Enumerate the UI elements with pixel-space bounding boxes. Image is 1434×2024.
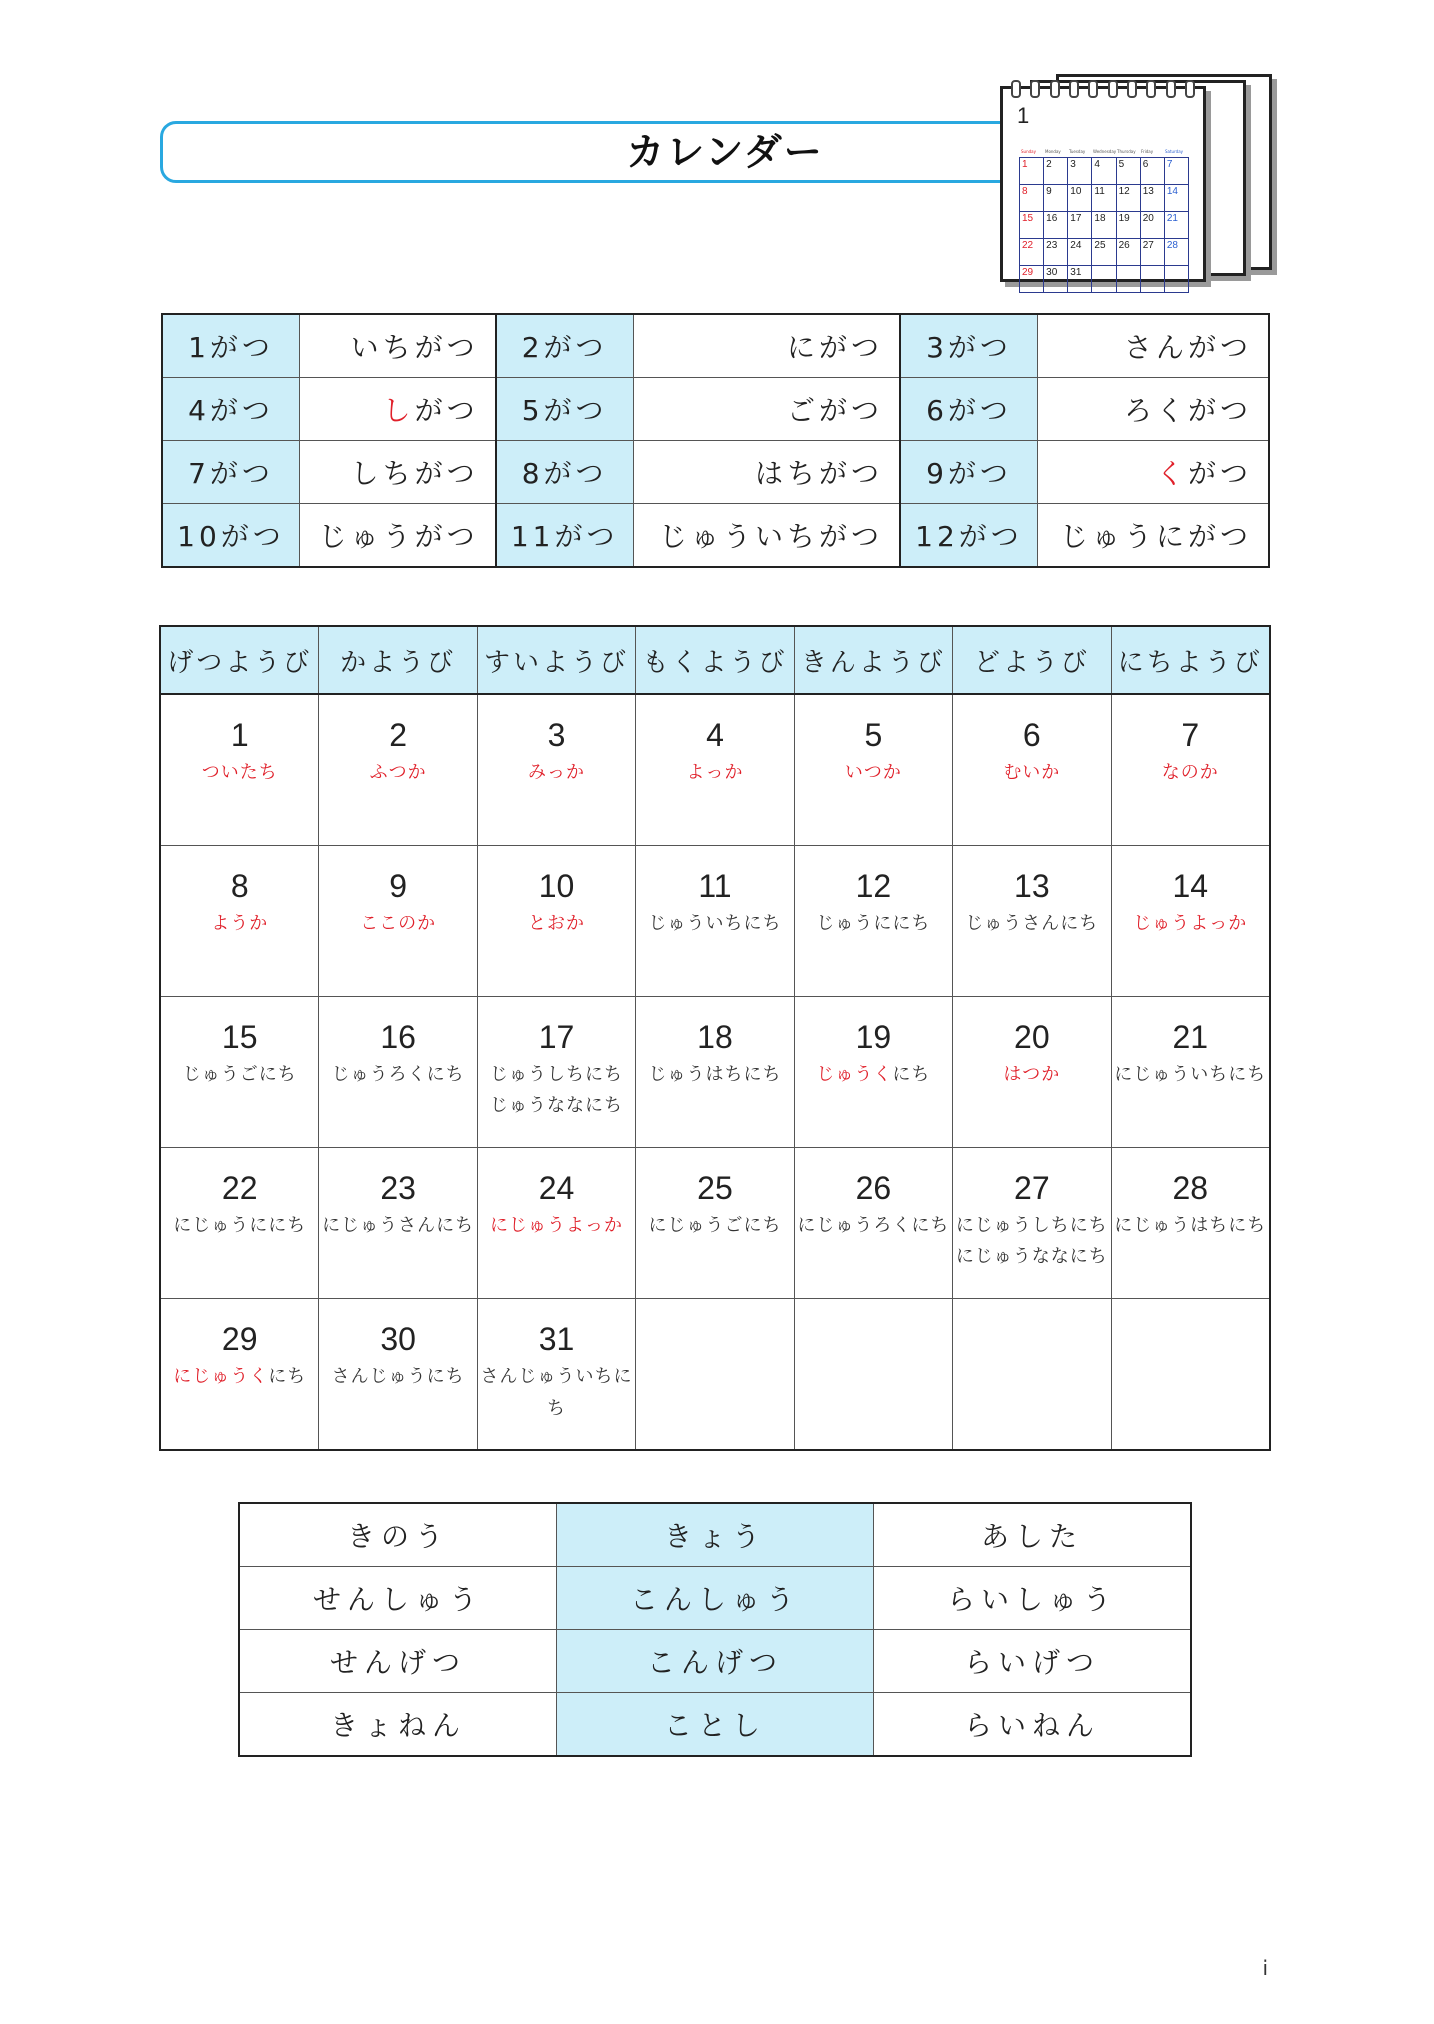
- day-cell: [636, 694, 794, 846]
- month-numeral: 7がつ: [162, 441, 300, 504]
- ring-icon: [1146, 80, 1156, 98]
- month-numeral: 8がつ: [496, 441, 634, 504]
- day-number: 20: [1014, 1019, 1050, 1055]
- illustration-day: 18: [1092, 212, 1116, 239]
- day-reading: [478, 1059, 635, 1091]
- day-reading-regular: にじゅうろくにち: [797, 1215, 950, 1236]
- day-row: [160, 1299, 1270, 1451]
- day-reading: [319, 1210, 476, 1242]
- ring-icon: [1166, 80, 1176, 98]
- month-numeral: 2がつ: [496, 314, 634, 378]
- illustration-day: 29: [1020, 266, 1044, 293]
- day-cell: [319, 694, 477, 846]
- illustration-day: 2: [1044, 158, 1068, 185]
- day-reading: [319, 908, 476, 940]
- day-number: 16: [380, 1019, 416, 1055]
- illustration-weekday: Wednesday: [1093, 149, 1117, 154]
- illustration-weekday: Thursday: [1117, 149, 1136, 154]
- day-cell: [1111, 1299, 1270, 1451]
- day-cell: [160, 997, 319, 1148]
- illustration-day: 4: [1092, 158, 1116, 185]
- day-cell: [953, 1299, 1111, 1451]
- day-number: 13: [1014, 868, 1050, 904]
- month-numeral: 12がつ: [900, 504, 1038, 568]
- relative-next: らいしゅう: [874, 1567, 1192, 1630]
- months-row: [162, 441, 1269, 504]
- day-cell: [794, 694, 952, 846]
- illustration-day: 17: [1068, 212, 1092, 239]
- month-reading-text: さんがつ: [1123, 331, 1252, 364]
- day-reading: [795, 1210, 952, 1242]
- day-cell: [319, 1299, 477, 1451]
- calendar-front-page: [1000, 86, 1206, 282]
- illustration-day: 6: [1140, 158, 1164, 185]
- day-reading-irregular: とおか: [528, 913, 586, 934]
- relative-next: あした: [874, 1503, 1192, 1567]
- day-reading: [636, 1210, 793, 1242]
- day-cell: [1111, 846, 1270, 997]
- day-reading-regular: じゅうしちにち: [490, 1064, 624, 1085]
- day-reading-irregular: むいか: [1003, 762, 1061, 783]
- day-number: 31: [538, 1321, 575, 1357]
- illustration-day: [1092, 266, 1116, 293]
- day-number: 2: [389, 717, 408, 753]
- illustration-day: 11: [1092, 185, 1116, 212]
- day-reading-irregular: じゅうく: [816, 1064, 893, 1085]
- day-reading: [161, 1361, 318, 1393]
- day-reading-alt: じゅうななにち: [490, 1095, 624, 1116]
- illustration-day: [1116, 266, 1140, 293]
- month-numeral: 10がつ: [162, 504, 300, 568]
- day-cell: [794, 997, 952, 1148]
- day-number: 21: [1172, 1019, 1209, 1055]
- month-numeral: 4がつ: [162, 378, 300, 441]
- page-number: i: [1262, 1956, 1268, 1980]
- month-reading-text: いちがつ: [350, 331, 479, 364]
- illustration-weekday: Tuesday: [1069, 149, 1086, 154]
- days-table: [159, 625, 1271, 1451]
- day-reading-regular: にじゅうはちにち: [1114, 1215, 1267, 1236]
- weekday-header: きんようび: [794, 626, 952, 694]
- day-number: 22: [221, 1170, 258, 1206]
- relative-past: きのう: [239, 1503, 557, 1567]
- illustration-day: 10: [1068, 185, 1092, 212]
- illustration-day: 15: [1020, 212, 1044, 239]
- illustration-day: 5: [1116, 158, 1140, 185]
- relative-row: [239, 1567, 1191, 1630]
- day-reading-irregular: にじゅうく: [173, 1366, 269, 1387]
- month-reading-highlight: く: [1155, 457, 1188, 490]
- day-number: 3: [547, 717, 566, 753]
- illustration-day: 7: [1164, 158, 1188, 185]
- day-reading-irregular: よっか: [686, 762, 744, 783]
- page-title: カレンダー: [626, 130, 824, 174]
- day-number: 30: [380, 1321, 416, 1357]
- day-row: [160, 846, 1270, 997]
- day-reading: [636, 757, 793, 789]
- month-reading-text: しちがつ: [350, 457, 479, 490]
- day-cell: [794, 846, 952, 997]
- day-number: 7: [1181, 717, 1200, 753]
- relative-current: きょう: [557, 1503, 874, 1567]
- day-reading-regular: にち: [268, 1366, 307, 1387]
- day-cell: [953, 997, 1111, 1148]
- illustration-day: 8: [1020, 185, 1044, 212]
- day-cell: [319, 846, 477, 997]
- month-numeral: 9がつ: [900, 441, 1038, 504]
- day-cell: [477, 1299, 635, 1451]
- day-cell: [477, 997, 635, 1148]
- months-row: [162, 378, 1269, 441]
- month-reading-text: にがつ: [786, 331, 883, 364]
- relative-next: らいねん: [874, 1693, 1192, 1757]
- day-cell: [953, 1148, 1111, 1299]
- day-reading: [319, 757, 476, 789]
- day-reading-irregular: ふつか: [369, 762, 427, 783]
- day-row: [160, 694, 1270, 846]
- illustration-weekday: Monday: [1045, 149, 1061, 154]
- months-table: [161, 313, 1270, 568]
- day-cell: [477, 694, 635, 846]
- day-reading: [953, 757, 1110, 789]
- relative-past: きょねん: [239, 1693, 557, 1757]
- day-reading: [161, 757, 318, 789]
- day-row: [160, 997, 1270, 1148]
- day-reading: [1112, 908, 1269, 940]
- day-number: 6: [1022, 717, 1041, 753]
- day-reading-irregular: にじゅうよっか: [490, 1215, 624, 1236]
- month-reading-text: じゅうがつ: [318, 520, 479, 553]
- ring-icon: [1088, 80, 1098, 98]
- day-reading-regular: じゅうはちにち: [648, 1064, 782, 1085]
- day-cell: [1111, 1148, 1270, 1299]
- month-reading-text: じゅういちがつ: [658, 520, 883, 553]
- day-reading: [478, 1210, 635, 1242]
- month-reading-text: がつ: [414, 394, 479, 427]
- illustration-day: 13: [1140, 185, 1164, 212]
- month-reading-text: ごがつ: [786, 394, 883, 427]
- illustration-week: [1020, 158, 1189, 185]
- month-reading-text: ろくがつ: [1123, 394, 1252, 427]
- day-reading: [636, 1059, 793, 1091]
- illustration-week: [1020, 266, 1189, 293]
- illustration-weekdays: [1021, 149, 1189, 154]
- day-cell: [1111, 694, 1270, 846]
- illustration-day: 30: [1044, 266, 1068, 293]
- day-reading-regular: じゅうごにち: [182, 1064, 297, 1085]
- calendar-illustration: [1000, 64, 1290, 286]
- day-cell: [160, 1148, 319, 1299]
- day-number: 23: [380, 1170, 416, 1206]
- weekday-header: どようび: [953, 626, 1111, 694]
- day-number: 4: [706, 717, 724, 753]
- month-reading: [633, 314, 900, 378]
- illustration-grid: [1019, 157, 1189, 293]
- ring-icon: [1069, 80, 1079, 98]
- day-reading-regular: にじゅうににち: [173, 1215, 307, 1236]
- day-number: 11: [698, 868, 732, 904]
- day-cell: [319, 997, 477, 1148]
- illustration-day: 12: [1116, 185, 1140, 212]
- month-reading-text: がつ: [1187, 457, 1252, 490]
- illustration-day: 21: [1164, 212, 1188, 239]
- day-cell: [636, 846, 794, 997]
- illustration-week: [1020, 239, 1189, 266]
- day-cell: [636, 997, 794, 1148]
- month-reading-text: じゅうにがつ: [1059, 520, 1252, 553]
- relative-current: こんげつ: [557, 1630, 874, 1693]
- relative-past: せんしゅう: [239, 1567, 557, 1630]
- day-number: 15: [221, 1019, 258, 1055]
- illustration-day: 31: [1068, 266, 1092, 293]
- illustration-day: [1140, 266, 1164, 293]
- day-number: 19: [855, 1019, 892, 1055]
- day-reading-alt: にじゅうななにち: [955, 1246, 1108, 1267]
- month-reading-text: はちがつ: [754, 457, 883, 490]
- month-reading: [633, 441, 900, 504]
- illustration-day: 9: [1044, 185, 1068, 212]
- day-reading: [1112, 1059, 1269, 1091]
- illustration-day: 25: [1092, 239, 1116, 266]
- day-number: 1: [230, 717, 249, 753]
- month-numeral: 6がつ: [900, 378, 1038, 441]
- day-reading: [319, 1361, 476, 1393]
- weekday-header-row: [160, 626, 1270, 694]
- day-cell: [160, 846, 319, 997]
- day-cell: [1111, 997, 1270, 1148]
- illustration-day: 16: [1044, 212, 1068, 239]
- illustration-day: 26: [1116, 239, 1140, 266]
- day-reading-regular: にじゅういちにち: [1114, 1064, 1267, 1085]
- day-reading: [636, 908, 793, 940]
- month-reading-highlight: し: [382, 394, 415, 427]
- months-row: [162, 504, 1269, 568]
- weekday-header: にちようび: [1111, 626, 1270, 694]
- month-reading: [300, 378, 496, 441]
- illustration-weekday: Saturday: [1165, 149, 1184, 154]
- relative-row: [239, 1630, 1191, 1693]
- ring-icon: [1108, 80, 1118, 98]
- month-reading: [633, 378, 900, 441]
- day-cell: [636, 1148, 794, 1299]
- day-reading: [1112, 1210, 1269, 1242]
- day-reading-irregular: ようか: [211, 913, 269, 934]
- day-cell: [319, 1148, 477, 1299]
- day-reading-regular: じゅういちにち: [648, 913, 782, 934]
- illustration-day: 24: [1068, 239, 1092, 266]
- day-reading-regular: じゅうさんにち: [965, 913, 1099, 934]
- day-reading-irregular: みっか: [528, 762, 586, 783]
- day-cell: [953, 694, 1111, 846]
- day-reading-irregular: ついたち: [201, 762, 278, 783]
- day-reading-regular: にじゅうさんにち: [322, 1215, 475, 1236]
- illustration-day: 20: [1140, 212, 1164, 239]
- illustration-day: 14: [1164, 185, 1188, 212]
- day-reading: [953, 908, 1110, 940]
- months-row: [162, 314, 1269, 378]
- illustration-week: [1020, 212, 1189, 239]
- day-reading: [953, 1059, 1110, 1091]
- day-reading-regular: にじゅうごにち: [648, 1215, 782, 1236]
- day-reading: [478, 1361, 635, 1425]
- day-reading-irregular: はつか: [1003, 1064, 1061, 1085]
- relative-current: こんしゅう: [557, 1567, 874, 1630]
- day-reading-regular: じゅうろくにち: [331, 1064, 465, 1085]
- ring-icon: [1030, 80, 1040, 98]
- illustration-day: 1: [1020, 158, 1044, 185]
- day-number: 28: [1172, 1170, 1209, 1206]
- relative-past: せんげつ: [239, 1630, 557, 1693]
- day-number: 10: [538, 868, 575, 904]
- weekday-header: すいようび: [477, 626, 635, 694]
- day-reading: [161, 1059, 318, 1091]
- day-cell: [636, 1299, 794, 1451]
- relative-current: ことし: [557, 1693, 874, 1757]
- month-reading: [1037, 441, 1269, 504]
- month-numeral: 3がつ: [900, 314, 1038, 378]
- illustration-weekday: Friday: [1141, 149, 1154, 154]
- day-reading-regular: さんじゅういちにち: [480, 1366, 633, 1419]
- day-number: 27: [1014, 1170, 1050, 1206]
- ring-icon: [1050, 80, 1060, 98]
- day-cell: [477, 1148, 635, 1299]
- day-reading-irregular: じゅうよっか: [1133, 913, 1248, 934]
- ring-icon: [1127, 80, 1137, 98]
- day-reading: [795, 908, 952, 940]
- day-cell: [794, 1148, 952, 1299]
- illustration-day: [1164, 266, 1188, 293]
- relative-time-table: [238, 1502, 1192, 1757]
- month-reading: [300, 314, 496, 378]
- day-number: 12: [855, 868, 892, 904]
- day-cell: [953, 846, 1111, 997]
- month-reading: [1037, 378, 1269, 441]
- illustration-day: 28: [1164, 239, 1188, 266]
- month-numeral: 5がつ: [496, 378, 634, 441]
- weekday-header: かようび: [319, 626, 477, 694]
- illustration-day: 22: [1020, 239, 1044, 266]
- month-numeral: 1がつ: [162, 314, 300, 378]
- relative-row: [239, 1693, 1191, 1757]
- weekday-header: げつようび: [160, 626, 319, 694]
- day-reading-regular: さんじゅうにち: [331, 1366, 465, 1387]
- day-row: [160, 1148, 1270, 1299]
- illustration-day: 3: [1068, 158, 1092, 185]
- day-number: 17: [538, 1019, 575, 1055]
- day-reading: [795, 757, 952, 789]
- day-cell: [794, 1299, 952, 1451]
- month-reading: [633, 504, 900, 568]
- month-reading: [1037, 504, 1269, 568]
- illustration-week: [1020, 185, 1189, 212]
- day-number: 25: [697, 1170, 733, 1206]
- day-reading: [161, 908, 318, 940]
- illustration-weekday: Sunday: [1021, 149, 1036, 154]
- day-reading-regular: にじゅうしちにち: [955, 1215, 1108, 1236]
- illustration-day: 27: [1140, 239, 1164, 266]
- relative-next: らいげつ: [874, 1630, 1192, 1693]
- month-reading: [300, 504, 496, 568]
- day-reading: [319, 1059, 476, 1091]
- day-reading-irregular: ここのか: [360, 913, 437, 934]
- day-cell: [160, 1299, 319, 1451]
- day-number: 8: [230, 868, 249, 904]
- relative-row: [239, 1503, 1191, 1567]
- day-number: 29: [221, 1321, 258, 1357]
- month-numeral: 11がつ: [496, 504, 634, 568]
- ring-icon: [1011, 80, 1021, 98]
- month-reading: [300, 441, 496, 504]
- day-reading: [953, 1210, 1110, 1242]
- day-number: 14: [1172, 868, 1209, 904]
- day-reading: [478, 757, 635, 789]
- day-reading-regular: にち: [892, 1064, 931, 1085]
- day-reading: [1112, 757, 1269, 789]
- day-reading: [478, 908, 635, 940]
- day-number: 5: [864, 717, 883, 753]
- illustration-month: 1: [1017, 103, 1030, 128]
- day-number: 18: [697, 1019, 733, 1055]
- day-cell: [477, 846, 635, 997]
- day-reading: [161, 1210, 318, 1242]
- illustration-day: 19: [1116, 212, 1140, 239]
- day-number: 26: [855, 1170, 892, 1206]
- calendar-rings: [1011, 80, 1195, 94]
- day-reading-irregular: いつか: [844, 762, 902, 783]
- day-number: 9: [389, 868, 408, 904]
- day-cell: [160, 694, 319, 846]
- day-reading-regular: じゅうににち: [816, 913, 931, 934]
- weekday-header: もくようび: [636, 626, 794, 694]
- illustration-day: 23: [1044, 239, 1068, 266]
- day-number: 24: [538, 1170, 575, 1206]
- ring-icon: [1185, 80, 1195, 98]
- day-reading-irregular: なのか: [1161, 762, 1219, 783]
- month-reading: [1037, 314, 1269, 378]
- day-reading: [795, 1059, 952, 1091]
